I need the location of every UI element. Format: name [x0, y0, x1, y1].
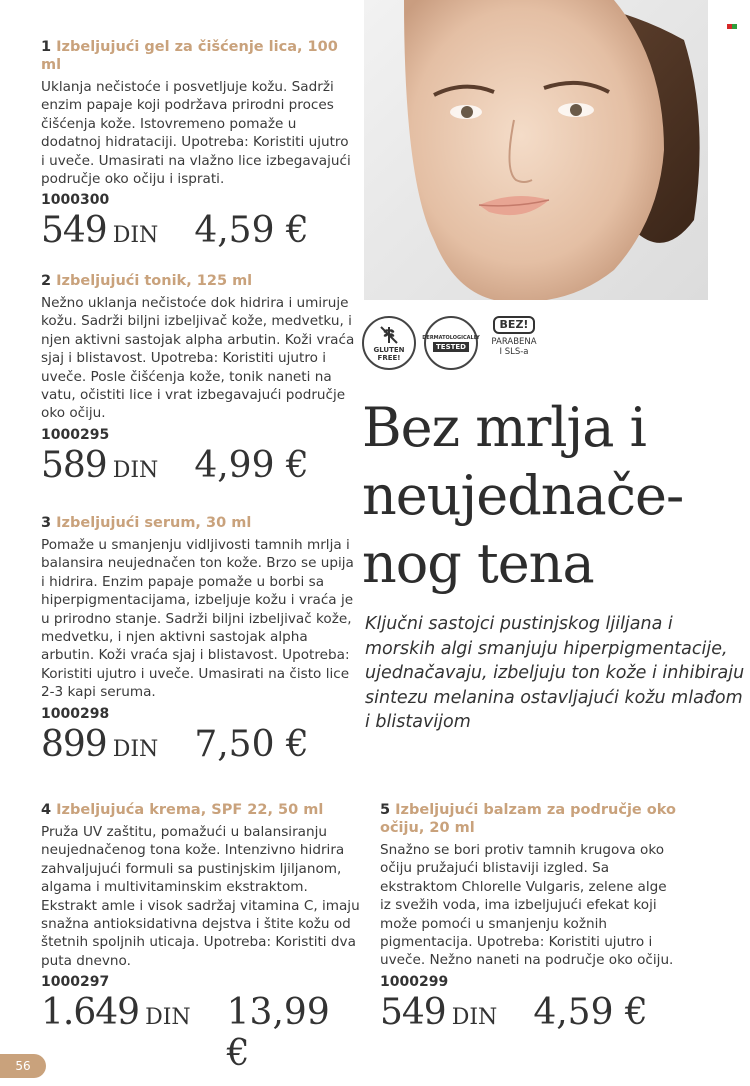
product-description: Snažno se bori protiv tamnih krugova oko očiju pružajući blistaviji izgled. Sa ekstraktom Chlorelle Vulgaris, zelene alge iz svežih voda, ima izbeljujući efekat koji može pomoći u smanjenju kožnih pigmentacija. Upotreba: Koristiti ujutro i uveče. Nežno naneti na područje oko očiju.: [380, 842, 674, 969]
sls-label: I SLS-a: [499, 347, 529, 357]
price-eur: 4,59 €: [194, 210, 309, 252]
product-code: 1000299: [380, 973, 449, 990]
product-name: Izbeljujući tonik, 125 ml: [56, 273, 253, 289]
price-row: [41, 210, 356, 258]
product-5: [380, 801, 680, 1040]
product-title: 4 Izbeljujuća krema, SPF 22, 50 ml: [41, 802, 324, 818]
price-din-label: DIN: [112, 223, 159, 249]
headline-line: neujednače-: [362, 464, 684, 527]
bez-parabena-badge: [486, 316, 542, 372]
headline-line: Bez mrlja i: [362, 396, 646, 459]
page-headline: [362, 394, 742, 598]
price-din: 899: [41, 723, 107, 765]
product-description: Pruža UV zaštitu, pomažući u balansiranju neujednačenog tona kože. Intenzivno hidrira zahvaljujući formuli sa pustinjskim ljiljanom, algama i multivitaminskim ekstraktom. Ekstrakt amle i visok sadržaj vitamina C, imaju snažna antioksidativna dejstva i štite kožu od štetnih spoljnih uticaja. Upotreba: Koristiti dva puta dnevno.: [41, 824, 360, 969]
gluten-free-label: GLUTEN FREE!: [373, 346, 405, 362]
product-4: [41, 801, 361, 1075]
headline-line: nog tena: [362, 532, 594, 595]
product-title: 2 Izbeljujući tonik, 125 ml: [41, 273, 253, 289]
price-din-label: DIN: [112, 457, 159, 483]
price-eur: 4,59 €: [533, 991, 648, 1033]
product-title: 1 Izbeljujući gel za čišćenje lica, 100 ml: [41, 39, 338, 73]
product-name: Izbeljujući gel za čišćenje lica, 100 ml: [41, 39, 338, 73]
bez-label: BEZ!: [493, 316, 536, 334]
brand-mark-icon: [727, 24, 737, 29]
price-din-label: DIN: [145, 1005, 191, 1031]
price-row: [41, 724, 356, 772]
price-row: [41, 445, 356, 493]
parabena-label: PARABENA: [491, 337, 537, 347]
product-name: Izbeljujući serum, 30 ml: [56, 515, 252, 531]
price-eur: 4,99 €: [194, 444, 309, 486]
price-din: 589: [41, 444, 107, 486]
product-model-photo: [364, 0, 708, 300]
page-subheadline: Ključni sastojci pustinjskog ljiljana i morskih algi smanjuju hiperpigmentacije, ujednačavaju, izbeljuju ton kože i inhibiraju sintezu melanina ostavljajući kožu mlađom i blistavijom: [365, 614, 745, 732]
product-code: 1000298: [41, 705, 110, 722]
dermatologically-tested-badge: [424, 316, 478, 370]
product-description: Uklanja nečistoće i posvetljuje kožu. Sadrži enzim papaje koji podržava prirodni proces čišćenja kože. Istovremeno pomaže u dodatnoj hidrataciji. Upotreba: Koristiti ujutro i uveče. Umasirati na vlažno lice izbegavajući područje oko očiju i isprati.: [41, 79, 351, 188]
page-number: 56: [0, 1054, 46, 1078]
price-din-label: DIN: [451, 1004, 498, 1030]
product-title: 3 Izbeljujući serum, 30 ml: [41, 515, 252, 531]
price-din: 1.649: [41, 992, 140, 1034]
price-din-label: DIN: [112, 736, 159, 762]
price-eur: 13,99 €: [226, 992, 330, 1075]
gluten-free-badge: [362, 316, 416, 370]
product-code: 1000297: [41, 974, 110, 991]
wheat-icon: [378, 324, 400, 346]
product-code: 1000300: [41, 192, 110, 209]
model-face-illustration: [364, 0, 708, 300]
price-eur: 7,50 €: [194, 723, 309, 765]
product-2: [41, 272, 356, 493]
product-name: Izbeljujući balzam za područje oko očiju, 20 ml: [380, 802, 676, 836]
product-title: 5 Izbeljujući balzam za područje oko očiju, 20 ml: [380, 802, 676, 836]
price-din: 549: [41, 210, 107, 252]
product-description: Nežno uklanja nečistoće dok hidrira i umiruje kožu. Sadrži biljni izbeljivač kože, medvetku, i njen aktivni sastojak alpha arbutin. Koži vraća sjaj i blistavost. Upotreba: Koristiti ujutro i uveče. Posle čišćenja kože, tonik naneti na vatu, očistiti lice i vrat izbegavajući područje oko očiju.: [41, 295, 355, 422]
dermatologically-ring-text: DERMATOLOGICALLY: [422, 335, 480, 341]
price-row: [41, 992, 361, 1075]
price-row: [380, 992, 680, 1040]
price-din: 549: [380, 991, 446, 1033]
product-1: [41, 38, 356, 258]
product-name: Izbeljujuća krema, SPF 22, 50 ml: [56, 802, 324, 818]
product-code: 1000295: [41, 426, 110, 443]
tested-label: TESTED: [433, 342, 469, 352]
product-description: Pomaže u smanjenju vidljivosti tamnih mrlja i balansira neujednačen ton kože. Brzo se upija i hidrira. Enzim papaje pomaže u borbi sa hiperpigmentacijama, izbeljuje kožu i vraća je u prirodno stanje. Sadrži biljni izbeljivač kože, medvetku, i njen aktivni sastojak alpha arbutin. Koži vraća sjaj i blistavost. Upotreba: Koristiti ujutro i uveče. Umasirati na čisto lice 2-3 kapi seruma.: [41, 537, 354, 701]
certification-badges: [362, 316, 542, 372]
green-square-icon: [732, 24, 737, 29]
product-3: [41, 514, 356, 772]
